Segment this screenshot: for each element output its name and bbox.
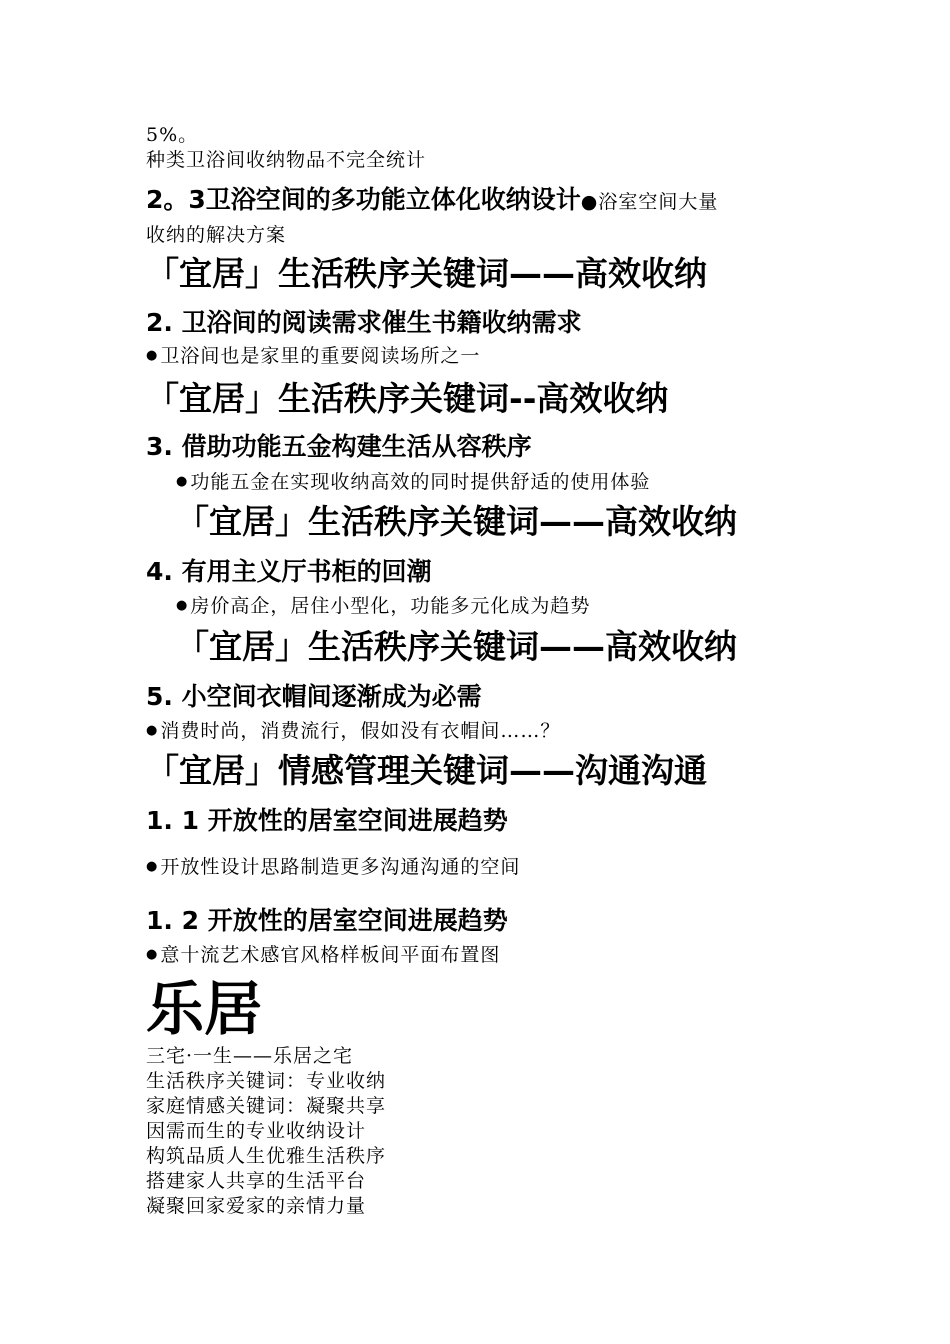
bullet-icon: ● <box>580 191 599 213</box>
brand-title: 乐居 <box>146 975 263 1043</box>
bullet-text: 消费时尚，消费流行，假如没有衣帽间……？ <box>160 720 561 742</box>
bullet-icon: ● <box>146 859 159 874</box>
text-line: 因需而生的专业收纳设计 <box>146 1120 367 1142</box>
text-line: 5%。 <box>146 124 199 146</box>
keyword-heading: 「宜居」情感管理关键词——沟通沟通 <box>146 751 707 790</box>
text-line: 生活秩序关键词：专业收纳 <box>146 1070 387 1092</box>
bullet-icon: ● <box>146 723 159 738</box>
bullet-line <box>146 722 560 741</box>
text-line: 家庭情感关键词：凝聚共享 <box>146 1095 387 1117</box>
keyword-heading: 「宜居」生活秩序关键词--高效收纳 <box>146 379 669 418</box>
section-heading: 2。3卫浴空间的多功能立体化收纳设计 <box>146 185 581 214</box>
text-line: 三宅·一生——乐居之宅 <box>146 1045 354 1067</box>
bullet-text: 功能五金在实现收纳高效的同时提供舒适的使用体验 <box>190 471 651 493</box>
section-heading: 3. 借助功能五金构建生活从容秩序 <box>146 432 532 461</box>
bullet-text: 意十流艺术感官风格样板间平面布置图 <box>160 944 501 966</box>
section-heading: 1. 2 开放性的居室空间进展趋势 <box>146 906 508 935</box>
bullet-line <box>146 347 480 366</box>
bullet-icon: ● <box>146 348 159 363</box>
section-heading: 2. 卫浴间的阅读需求催生书籍收纳需求 <box>146 308 582 337</box>
bullet-icon: ● <box>176 598 189 613</box>
bullet-line <box>176 597 590 616</box>
section-heading: 1. 1 开放性的居室空间进展趋势 <box>146 806 508 835</box>
bullet-icon: ● <box>176 474 189 489</box>
keyword-heading: 「宜居」生活秩序关键词——高效收纳 <box>176 502 737 541</box>
bullet-text: 开放性设计思路制造更多沟通沟通的空间 <box>160 856 521 878</box>
text-line: 收纳的解决方案 <box>146 224 287 246</box>
section-heading: 4. 有用主义厅书柜的回潮 <box>146 557 432 586</box>
heading-line <box>146 187 718 212</box>
section-heading: 5. 小空间衣帽间逐渐成为必需 <box>146 682 482 711</box>
text-line: 构筑品质人生优雅生活秩序 <box>146 1145 387 1167</box>
bullet-icon: ● <box>146 947 159 962</box>
bullet-text: 卫浴间也是家里的重要阅读场所之一 <box>160 345 481 367</box>
keyword-heading: 「宜居」生活秩序关键词——高效收纳 <box>146 254 707 293</box>
keyword-heading: 「宜居」生活秩序关键词——高效收纳 <box>176 627 737 666</box>
bullet-text: 浴室空间大量 <box>598 191 719 213</box>
bullet-line <box>146 946 500 965</box>
text-line: 搭建家人共享的生活平台 <box>146 1170 367 1192</box>
bullet-line <box>176 473 650 492</box>
bullet-line <box>146 858 520 877</box>
bullet-text: 房价高企，居住小型化，功能多元化成为趋势 <box>190 595 591 617</box>
text-line: 种类卫浴间收纳物品不完全统计 <box>146 149 427 171</box>
text-line: 凝聚回家爱家的亲情力量 <box>146 1195 367 1217</box>
